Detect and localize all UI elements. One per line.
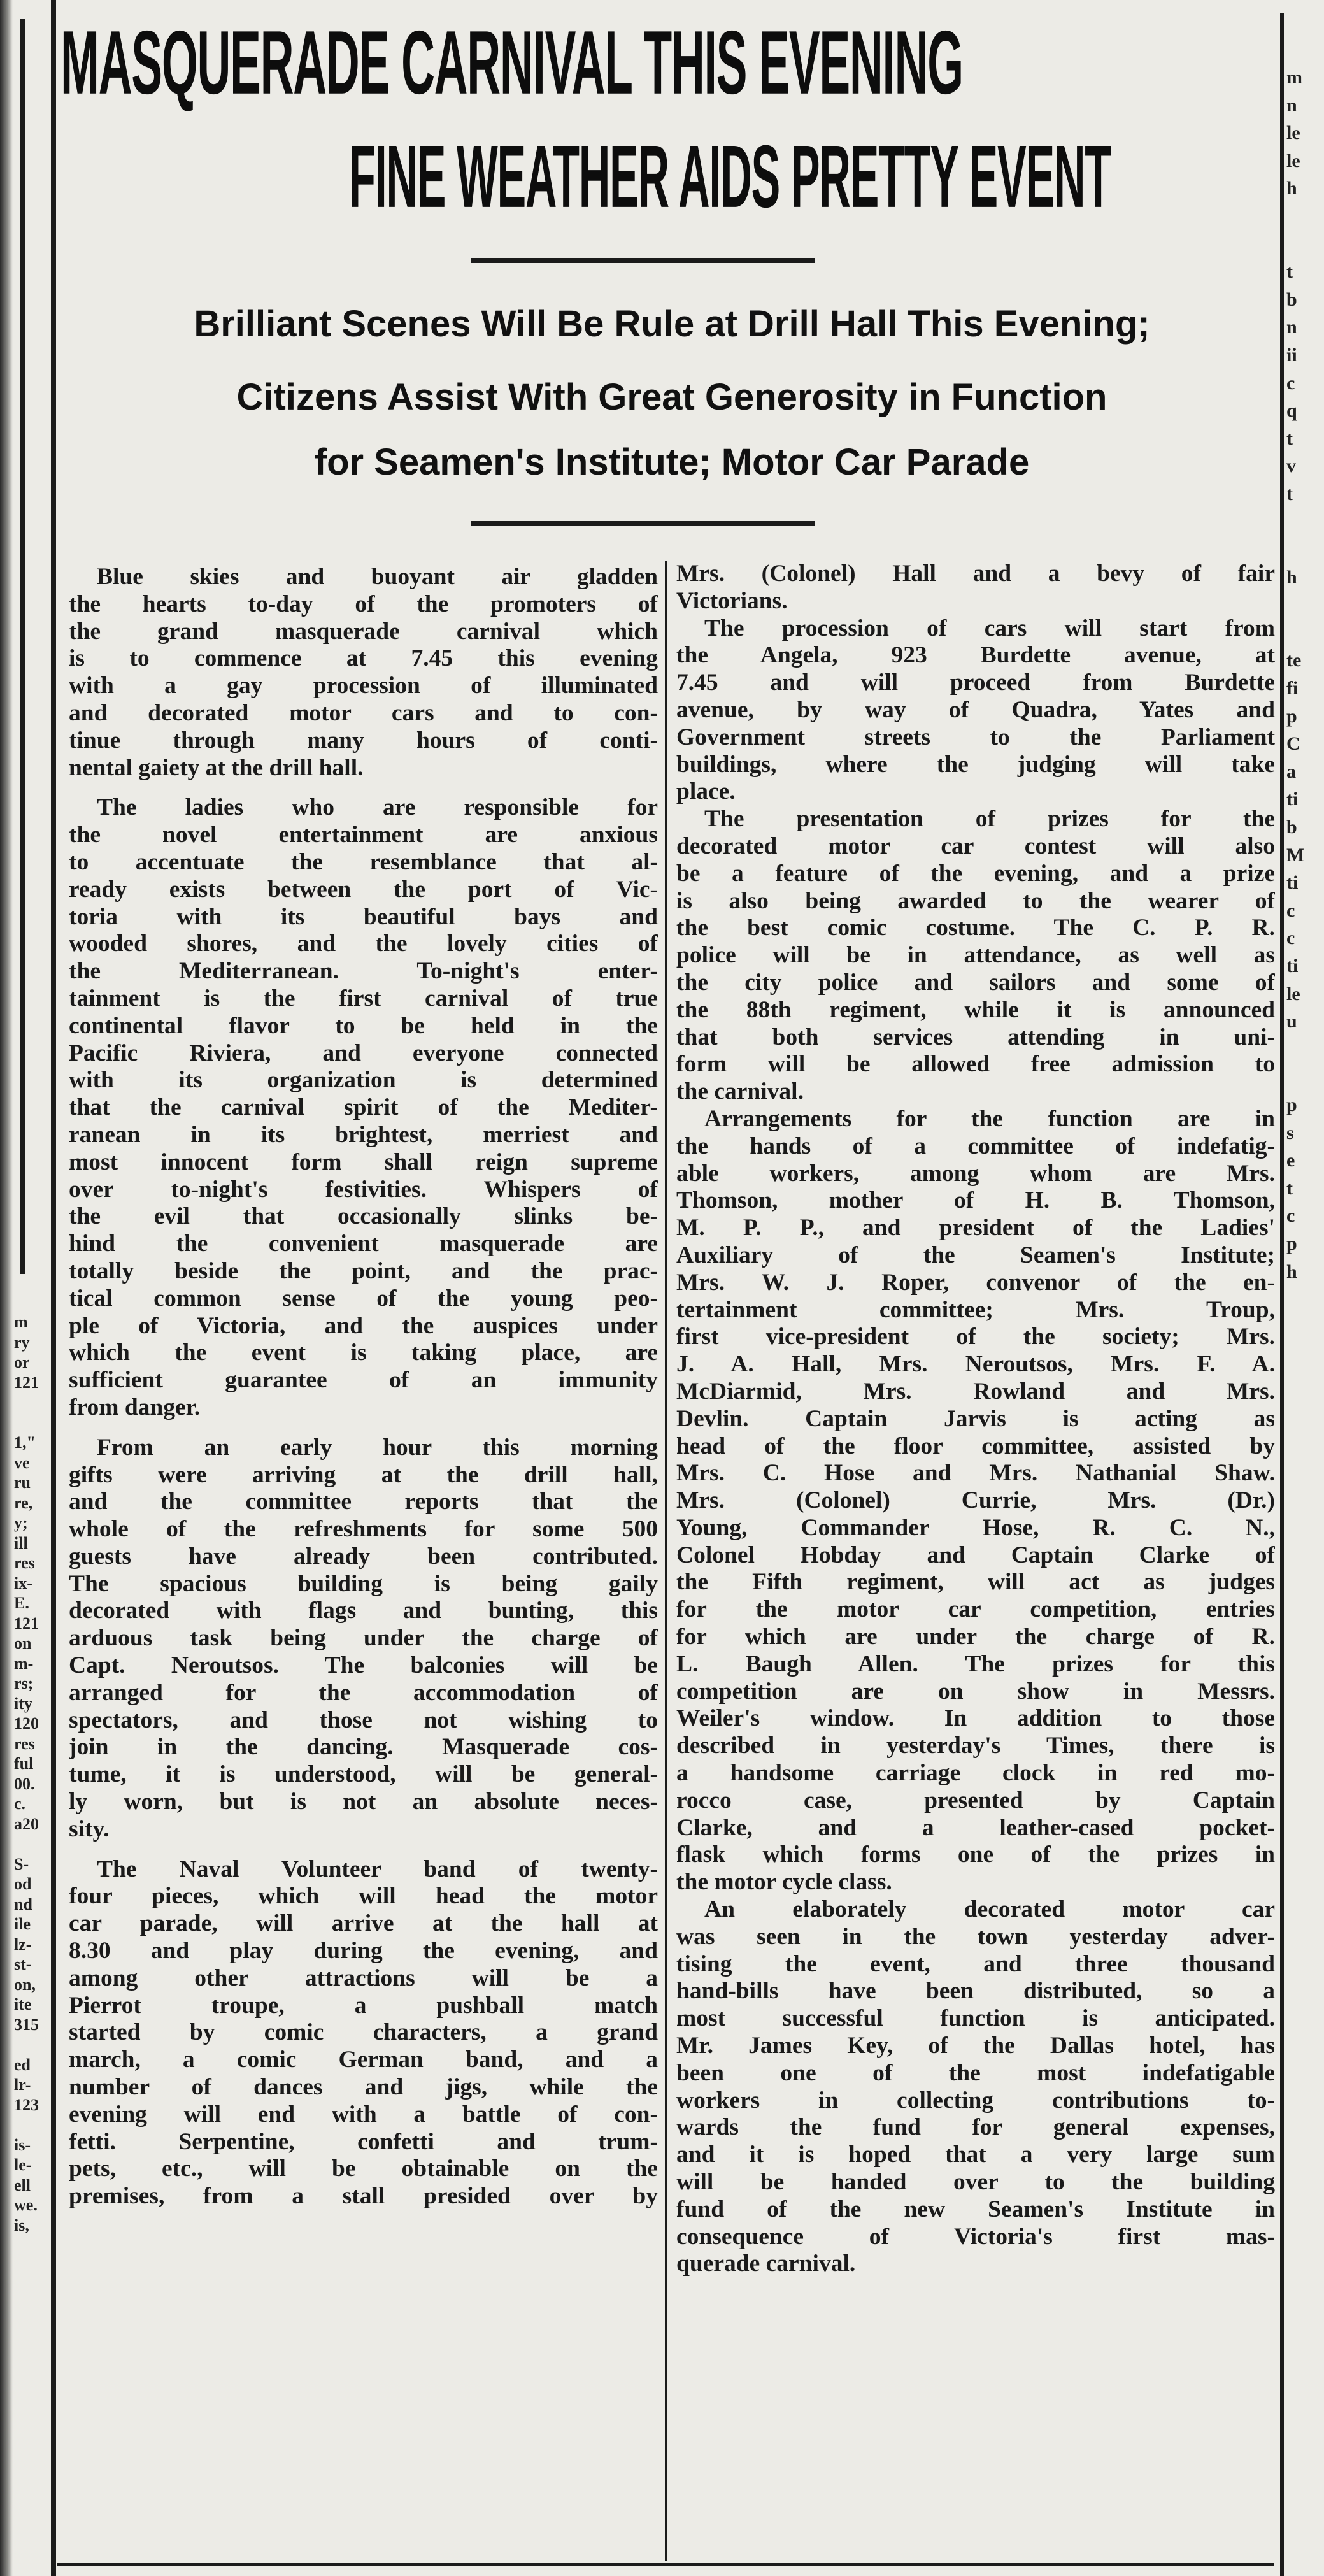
subheadline-line-1: Brilliant Scenes Will Be Rule at Drill Hall This Evening;: [194, 303, 1150, 345]
article-line: join in the dancing. Masquerade cos-: [69, 1734, 658, 1761]
article-line: Mrs. (Colonel) Currie, Mrs. (Dr.): [676, 1487, 1275, 1514]
article-line: The spacious building is being gaily: [69, 1570, 658, 1597]
article-line: four pieces, which will head the motor: [69, 1883, 658, 1910]
article-line: gifts were arriving at the drill hall,: [69, 1461, 658, 1488]
article-line: for the motor car competition, entries: [676, 1596, 1275, 1623]
article-line: Mrs. C. Hose and Mrs. Nathanial Shaw.: [676, 1460, 1275, 1487]
article-line: the Angela, 923 Burdette avenue, at: [676, 642, 1275, 669]
article-line: and decorated motor cars and to con-: [69, 699, 658, 726]
article-line: a handsome carriage clock in red mo-: [676, 1760, 1275, 1787]
article-line: guests have already been contributed.: [69, 1543, 658, 1570]
article-line: toria with its beautiful bays and: [69, 903, 658, 930]
article-line: was seen in the town yesterday adver-: [676, 1923, 1275, 1950]
article-line: and the committee reports that the: [69, 1489, 658, 1515]
article-line: Blue skies and buoyant air gladden: [97, 564, 658, 590]
article-line: An elaborately decorated motor car: [704, 1896, 1275, 1923]
article-line: which the event is taking place, are: [69, 1340, 658, 1366]
article-line: been one of the most indefatigable: [676, 2059, 1275, 2086]
article-line: continental flavor to be held in the: [69, 1012, 658, 1039]
column-rule-left-outer: [20, 19, 25, 1274]
article-line: the 88th regiment, while it is announced: [676, 996, 1275, 1023]
article-line: querade carnival.: [676, 2250, 856, 2277]
article-line: with a gay procession of illuminated: [69, 673, 658, 699]
article-line: ready exists between the port of Vic-: [69, 876, 658, 903]
article-line: Capt. Neroutsos. The balconies will be: [69, 1652, 658, 1679]
article-line: hand-bills have been distributed, so a: [676, 1978, 1275, 2005]
article-line: among other attractions will be a: [69, 1964, 658, 1991]
article-line: The Naval Volunteer band of twenty-: [97, 1856, 658, 1882]
article-line: able workers, among whom are Mrs.: [676, 1160, 1275, 1187]
article-line: Victorians.: [676, 587, 788, 614]
article-line: From an early hour this morning: [97, 1434, 658, 1461]
article-line: Thomson, mother of H. B. Thomson,: [676, 1187, 1275, 1214]
article-line: tertainment committee; Mrs. Troup,: [676, 1296, 1275, 1323]
article-line: the novel entertainment are anxious: [69, 822, 658, 848]
article-line: ranean in its brightest, merriest and: [69, 1121, 658, 1148]
article-line: nental gaiety at the drill hall.: [69, 754, 364, 781]
article-line: and it is hoped that a very large sum: [676, 2142, 1275, 2168]
article-line: Clarke, and a leather-cased pocket-: [676, 1814, 1275, 1841]
headline-line-1: MASQUERADE CARNIVAL THIS EVENING: [61, 12, 963, 113]
article-line: evening will end with a battle of con-: [69, 2101, 658, 2128]
article-line: McDiarmid, Mrs. Rowland and Mrs.: [676, 1378, 1275, 1405]
article-line: arranged for the accommodation of: [69, 1679, 658, 1706]
article-line: the best comic costume. The C. P. R.: [676, 915, 1275, 941]
paragraph-gap: [69, 1843, 658, 1856]
article-line: The ladies who are responsible for: [97, 794, 658, 821]
article-line: be a feature of the evening, and a prize: [676, 860, 1275, 887]
article-line: spectators, and those not wishing to: [69, 1707, 658, 1733]
article-line: ly worn, but is not an absolute neces-: [69, 1789, 658, 1815]
article-line: Young, Commander Hose, R. C. N.,: [676, 1514, 1275, 1541]
article-line: L. Baugh Allen. The prizes for this: [676, 1650, 1275, 1677]
article-line: the carnival.: [676, 1078, 804, 1105]
article-line: fund of the new Seamen's Institute in: [676, 2196, 1275, 2222]
article-line: tical common sense of the young peo-: [69, 1285, 658, 1312]
article-line: Pierrot troupe, a pushball match: [69, 1992, 658, 2019]
headline-line-2: FINE WEATHER AIDS PRETTY EVENT: [349, 127, 1111, 227]
article-line: wooded shores, and the lovely cities of: [69, 931, 658, 957]
article-line: decorated motor car contest will also: [676, 833, 1275, 859]
article-line: consequence of Victoria's first mas-: [676, 2223, 1275, 2250]
article-line: for which are under the charge of R.: [676, 1624, 1275, 1650]
article-line: Mrs. (Colonel) Hall and a bevy of fair: [676, 561, 1275, 587]
article-line: competition are on show in Messrs.: [676, 1678, 1275, 1705]
article-line: to accentuate the resemblance that al-: [69, 848, 658, 875]
article-line: J. A. Hall, Mrs. Neroutsos, Mrs. F. A.: [676, 1351, 1275, 1378]
article-line: form will be allowed free admission to: [676, 1051, 1275, 1078]
article-line: that the carnival spirit of the Mediter-: [69, 1094, 658, 1121]
article-line: sity.: [69, 1815, 110, 1842]
article-line: the hearts to-day of the promoters of: [69, 590, 658, 617]
article-line: tising the event, and three thousand: [676, 1950, 1275, 1977]
article-line: the Mediterranean. To-night's enter-: [69, 958, 658, 985]
article-line: The procession of cars will start from: [704, 615, 1275, 641]
article-line: the grand masquerade carnival which: [69, 618, 658, 645]
article-line: ple of Victoria, and the auspices under: [69, 1312, 658, 1339]
subheadline-line-2: Citizens Assist With Great Generosity in Function: [236, 376, 1107, 418]
article-line: with its organization is determined: [69, 1067, 658, 1094]
article-line: sufficient guarantee of an immunity: [69, 1367, 658, 1394]
article-line: rocco case, presented by Captain: [676, 1787, 1275, 1814]
article-line: most successful function is anticipated.: [676, 2005, 1275, 2032]
article-line: fetti. Serpentine, confetti and trum-: [69, 2128, 658, 2155]
article-line: tinue through many hours of conti-: [69, 727, 658, 754]
article-line: tainment is the first carnival of true: [69, 985, 658, 1012]
article-line: decorated with flags and bunting, this: [69, 1598, 658, 1624]
article-line: avenue, by way of Quadra, Yates and: [676, 696, 1275, 723]
article-line: that both services attending in uni-: [676, 1024, 1275, 1050]
article-line: hind the convenient masquerade are: [69, 1231, 658, 1257]
paragraph-gap: [69, 1422, 658, 1435]
article-line: Auxiliary of the Seamen's Institute;: [676, 1241, 1275, 1268]
article-line: arduous task being under the charge of: [69, 1625, 658, 1652]
column-bottom-rule: [57, 2563, 1274, 2566]
subheadline-line-3: for Seamen's Institute; Motor Car Parade: [314, 441, 1030, 483]
column-divider: [665, 561, 667, 2561]
article-line: Government streets to the Parliament: [676, 724, 1275, 750]
article-line: will be handed over to the building: [676, 2169, 1275, 2196]
article-line: totally beside the point, and the prac-: [69, 1257, 658, 1284]
article-line: pets, etc., will be obtainable on the: [69, 2156, 658, 2182]
article-line: first vice-president of the society; Mrs.: [676, 1324, 1275, 1350]
article-line: march, a comic German band, and a: [69, 2047, 658, 2073]
article-line: Weiler's window. In addition to those: [676, 1705, 1275, 1732]
article-line: Arrangements for the function are in: [704, 1105, 1275, 1132]
article-line: police will be in attendance, as well as: [676, 942, 1275, 969]
dash-rule-top: [471, 258, 815, 263]
column-rule-left-inner: [51, 0, 56, 2576]
article-line: the evil that occasionally slinks be-: [69, 1203, 658, 1230]
page-edge-shadow: [0, 0, 13, 2576]
right-margin-fragments: m n le le h t b n ii c q t v t h te fi p C a ti b M ti c c ti le u p s e t c p h: [1286, 67, 1305, 1282]
article-line: Mrs. W. J. Roper, convenor of the en-: [676, 1269, 1275, 1296]
article-line: the city police and sailors and some of: [676, 969, 1275, 996]
article-line: whole of the refreshments for some 500: [69, 1516, 658, 1543]
article-line: tume, it is understood, will be general-: [69, 1761, 658, 1788]
article-line: started by comic characters, a grand: [69, 2019, 658, 2046]
article-line: number of dances and jigs, while the: [69, 2074, 658, 2101]
article-line: place.: [676, 778, 736, 805]
article-line: The presentation of prizes for the: [704, 806, 1275, 833]
article-line: from danger.: [69, 1394, 201, 1420]
article-line: buildings, where the judging will take: [676, 751, 1275, 778]
article-column-right: [676, 561, 1275, 2561]
article-line: Colonel Hobday and Captain Clarke of: [676, 1542, 1275, 1568]
article-line: workers in collecting contributions to-: [676, 2087, 1275, 2114]
article-line: Pacific Riviera, and everyone connected: [69, 1040, 658, 1066]
article-line: 8.30 and play during the evening, and: [69, 1938, 658, 1964]
paragraph-gap: [69, 782, 658, 794]
article-line: the Fifth regiment, will act as judges: [676, 1569, 1275, 1596]
article-line: is also being awarded to the wearer of: [676, 887, 1275, 914]
article-line: flask which forms one of the prizes in: [676, 1842, 1275, 1868]
dash-rule-bottom: [471, 521, 815, 526]
article-line: Devlin. Captain Jarvis is acting as: [676, 1405, 1275, 1432]
article-line: most innocent form shall reign supreme: [69, 1148, 658, 1175]
article-line: head of the floor committee, assisted by: [676, 1433, 1275, 1459]
article-column-left: [69, 564, 658, 2561]
article-line: the hands of a committee of indefatig-: [676, 1133, 1275, 1159]
article-line: the motor cycle class.: [676, 1869, 892, 1896]
article-line: is to commence at 7.45 this evening: [69, 645, 658, 672]
article-line: M. P. P., and president of the Ladies': [676, 1215, 1275, 1241]
left-margin-fragments: m ry or 121 1," ve ru re, y; ill res ix- E. 121 on m- rs; ity 120 res ful 00. c. a20 S- od nd ile lz- st- on, ite 315 ed lr- 123 is- le- ell we. is,: [14, 1313, 39, 2235]
article-line: car parade, will arrive at the hall at: [69, 1910, 658, 1937]
article-line: over to-night's festivities. Whispers of: [69, 1176, 658, 1203]
article-line: 7.45 and will proceed from Burdette: [676, 669, 1275, 696]
article-line: wards the fund for general expenses,: [676, 2114, 1275, 2141]
article-line: Mr. James Key, of the Dallas hotel, has: [676, 2033, 1275, 2059]
article-line: described in yesterday's Times, there is: [676, 1733, 1275, 1759]
article-line: premises, from a stall presided over by: [69, 2183, 658, 2210]
